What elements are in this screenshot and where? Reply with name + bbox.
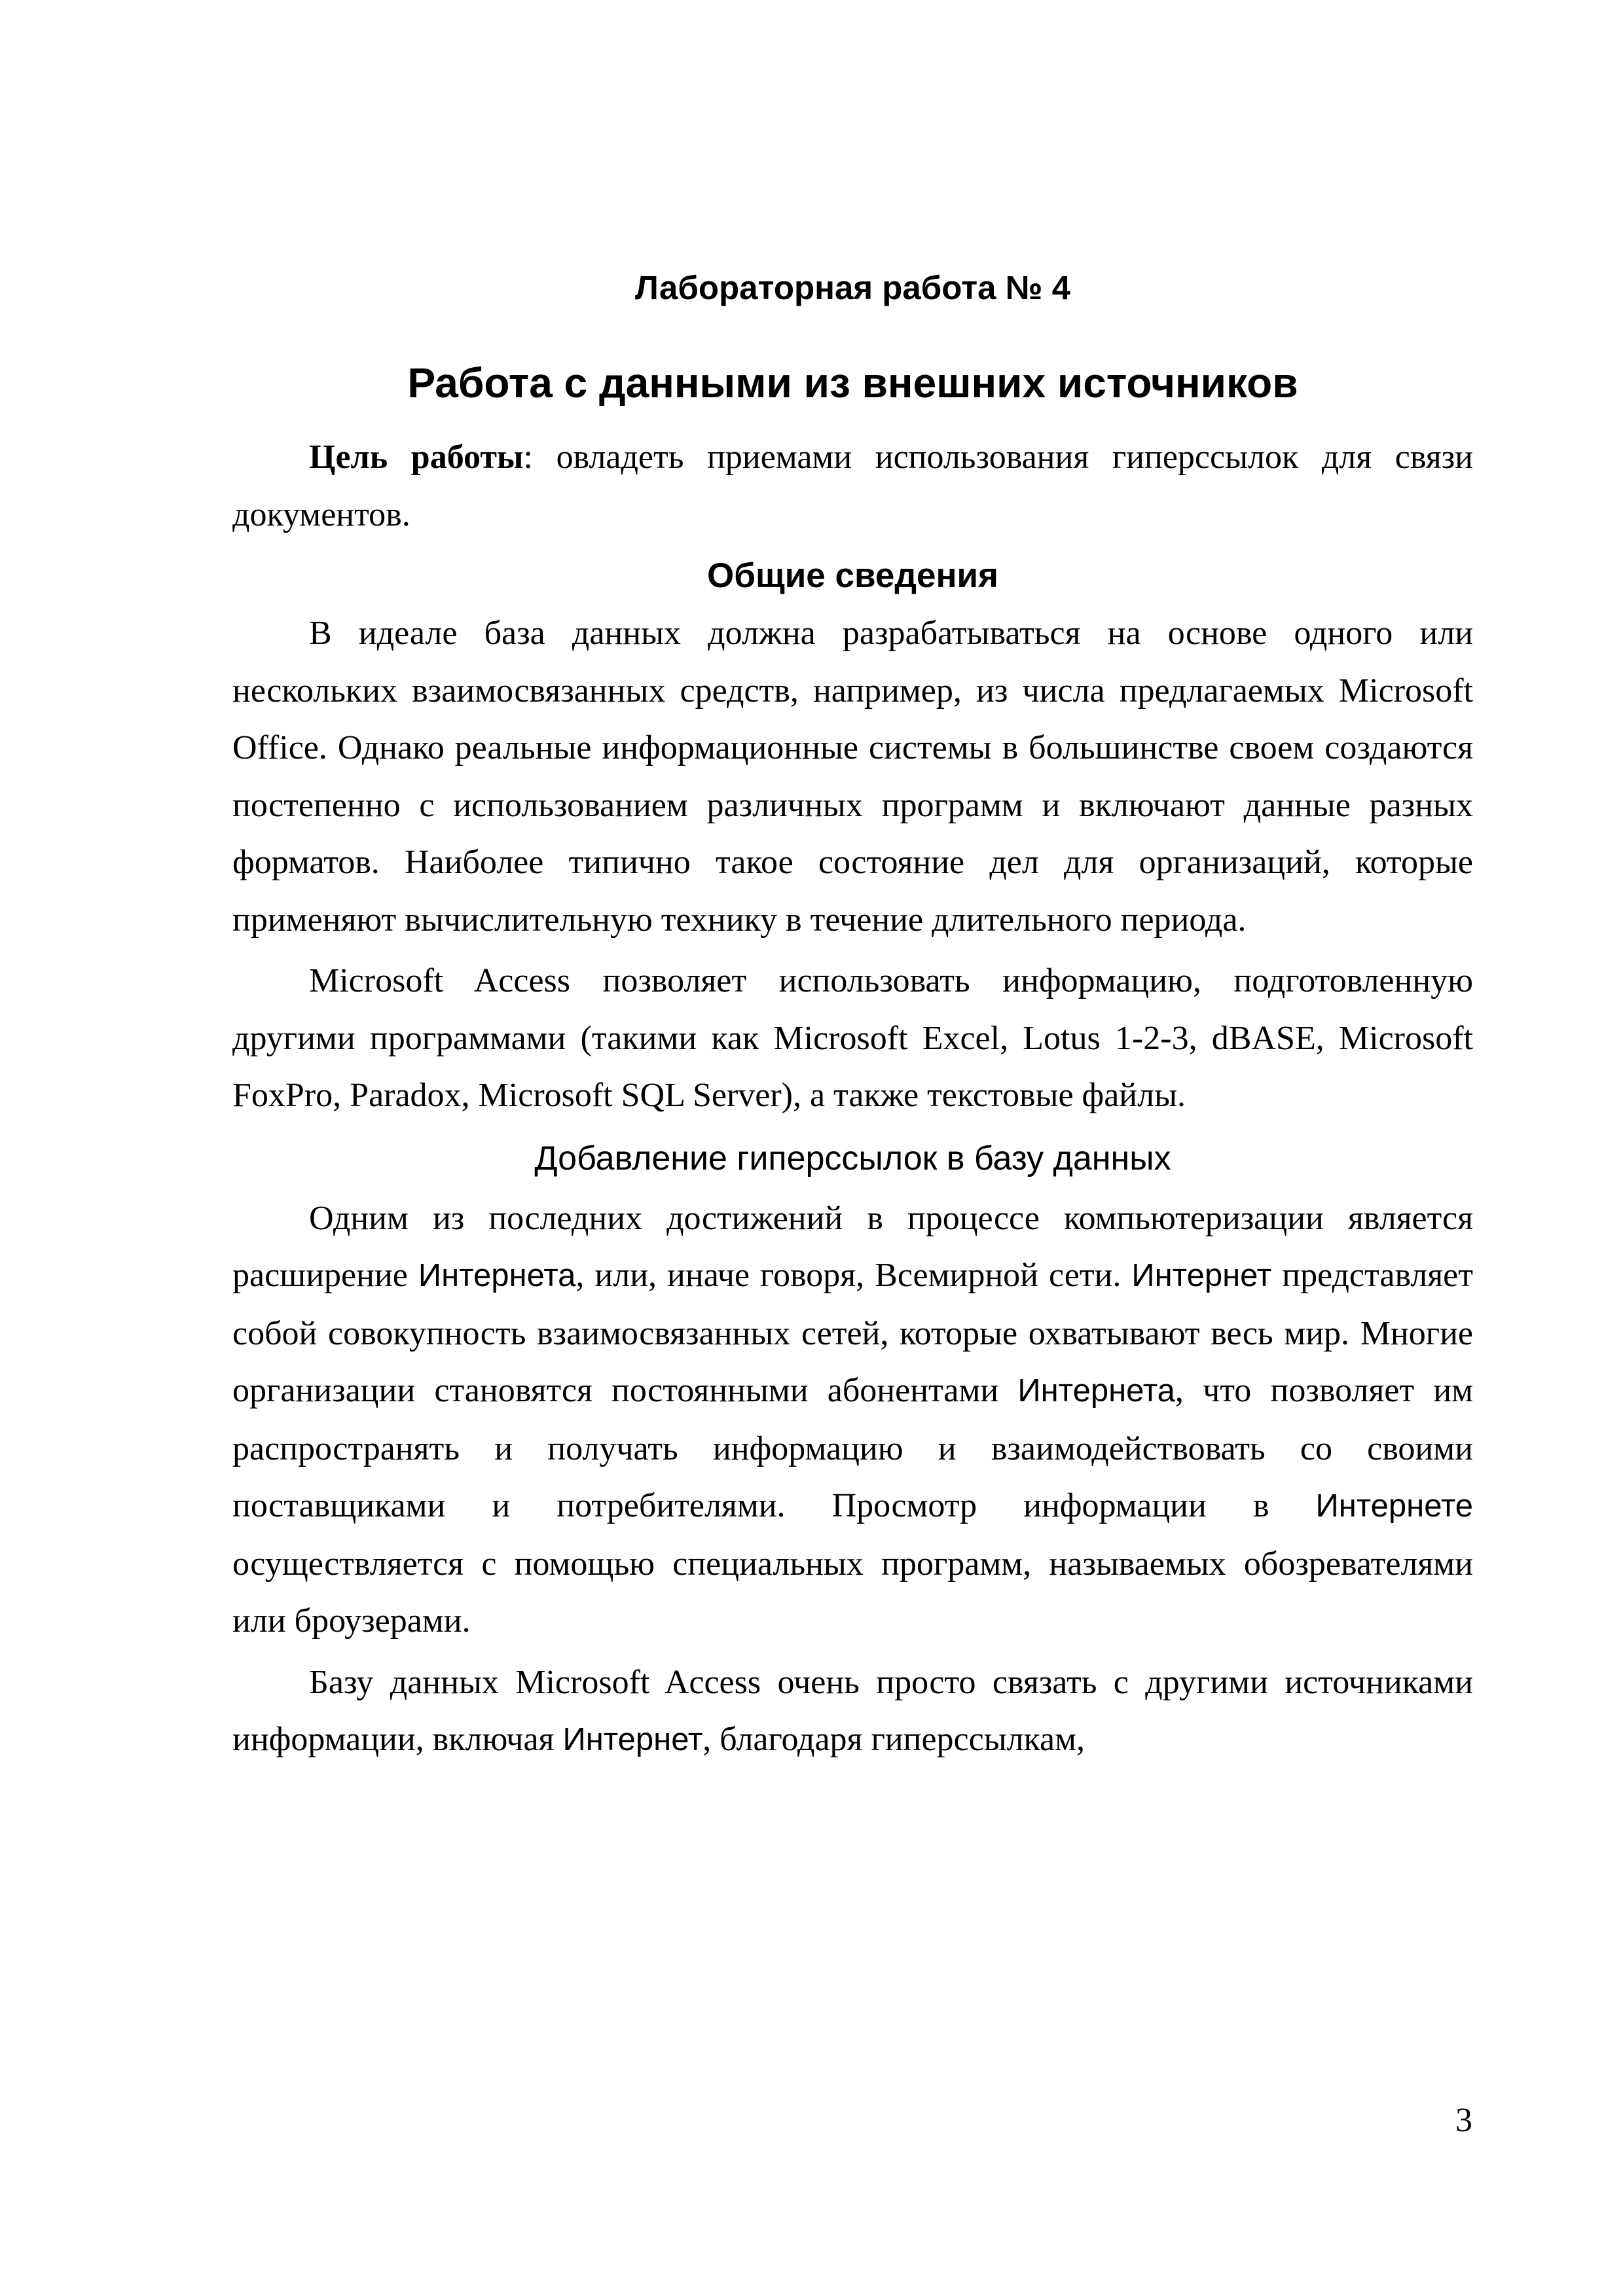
paragraph-4-text-2: , благодаря гиперссылкам, xyxy=(702,1721,1085,1758)
paragraph-3 xyxy=(232,1190,1473,1650)
subsection-title: Добавление гиперссылок в базу данных xyxy=(534,1139,1171,1177)
paragraph-3-term-1: Интернета xyxy=(418,1258,576,1293)
paragraph-3-text-4: , что позволяет им распространять и получать информацию и взаимодействовать со своими поставщиками и потребителями. Просмотр информации в xyxy=(232,1372,1473,1524)
lab-title: Лабораторная работа № 4 xyxy=(634,269,1071,306)
goal-text: : овладеть приемами использования гиперссылок для связи документов. xyxy=(232,439,1474,533)
paragraph-3-text-3: представляет собой совокупность взаимосвязанных сетей, которые охватывают весь мир. Многие организации становятся постоянными абонентами xyxy=(232,1257,1473,1409)
document-page xyxy=(232,255,1473,1773)
paragraph-4 xyxy=(232,1654,1473,1769)
paragraph-1: В идеале база данных должна разрабатываться на основе одного или нескольких взаимосвязанных средств, например, из числа предлагаемых Microsoft Office. Однако реальные информационные системы в большинстве своем создаются постепенно с использованием различных программ и включают данные разных форматов. Наиболее типично такое состояние дел для организаций, которые применяют вычислительную технику в течение длительного периода. xyxy=(232,615,1473,939)
goal-paragraph xyxy=(232,429,1473,543)
goal-label: Цель работы xyxy=(309,439,524,476)
paragraph-4-text-1: Базу данных Microsoft Access очень просто связать с другими источниками информации, включая xyxy=(232,1663,1473,1758)
section-title: Общие сведения xyxy=(707,556,998,595)
paragraph-3-text-2: , или, иначе говоря, Всемирной сети. xyxy=(575,1257,1132,1294)
paragraph-3-text-5: осуществляется с помощью специальных программ, называемых обозревателями или броузерами. xyxy=(232,1545,1473,1640)
paragraph-3-text-1: Одним из последних достижений в процессе компьютеризации является расширение xyxy=(232,1199,1473,1294)
paragraph-3-term-2: Интернет xyxy=(1131,1258,1272,1293)
page-number: 3 xyxy=(1455,2102,1472,2139)
main-title: Работа с данными из внешних источников xyxy=(407,359,1298,406)
paragraph-4-term-1: Интернет xyxy=(562,1722,703,1757)
paragraph-3-term-3: Интернета xyxy=(1017,1373,1175,1408)
paragraph-2: Microsoft Access позволяет использовать информацию, подготовленную другими программами (такими как Microsoft Excel, Lotus 1-2-3, dBASE, Microsoft FoxPro, Paradox, Microsoft SQL Server), а также текстовые файлы. xyxy=(232,962,1473,1114)
paragraph-3-term-4: Интернете xyxy=(1315,1488,1473,1524)
